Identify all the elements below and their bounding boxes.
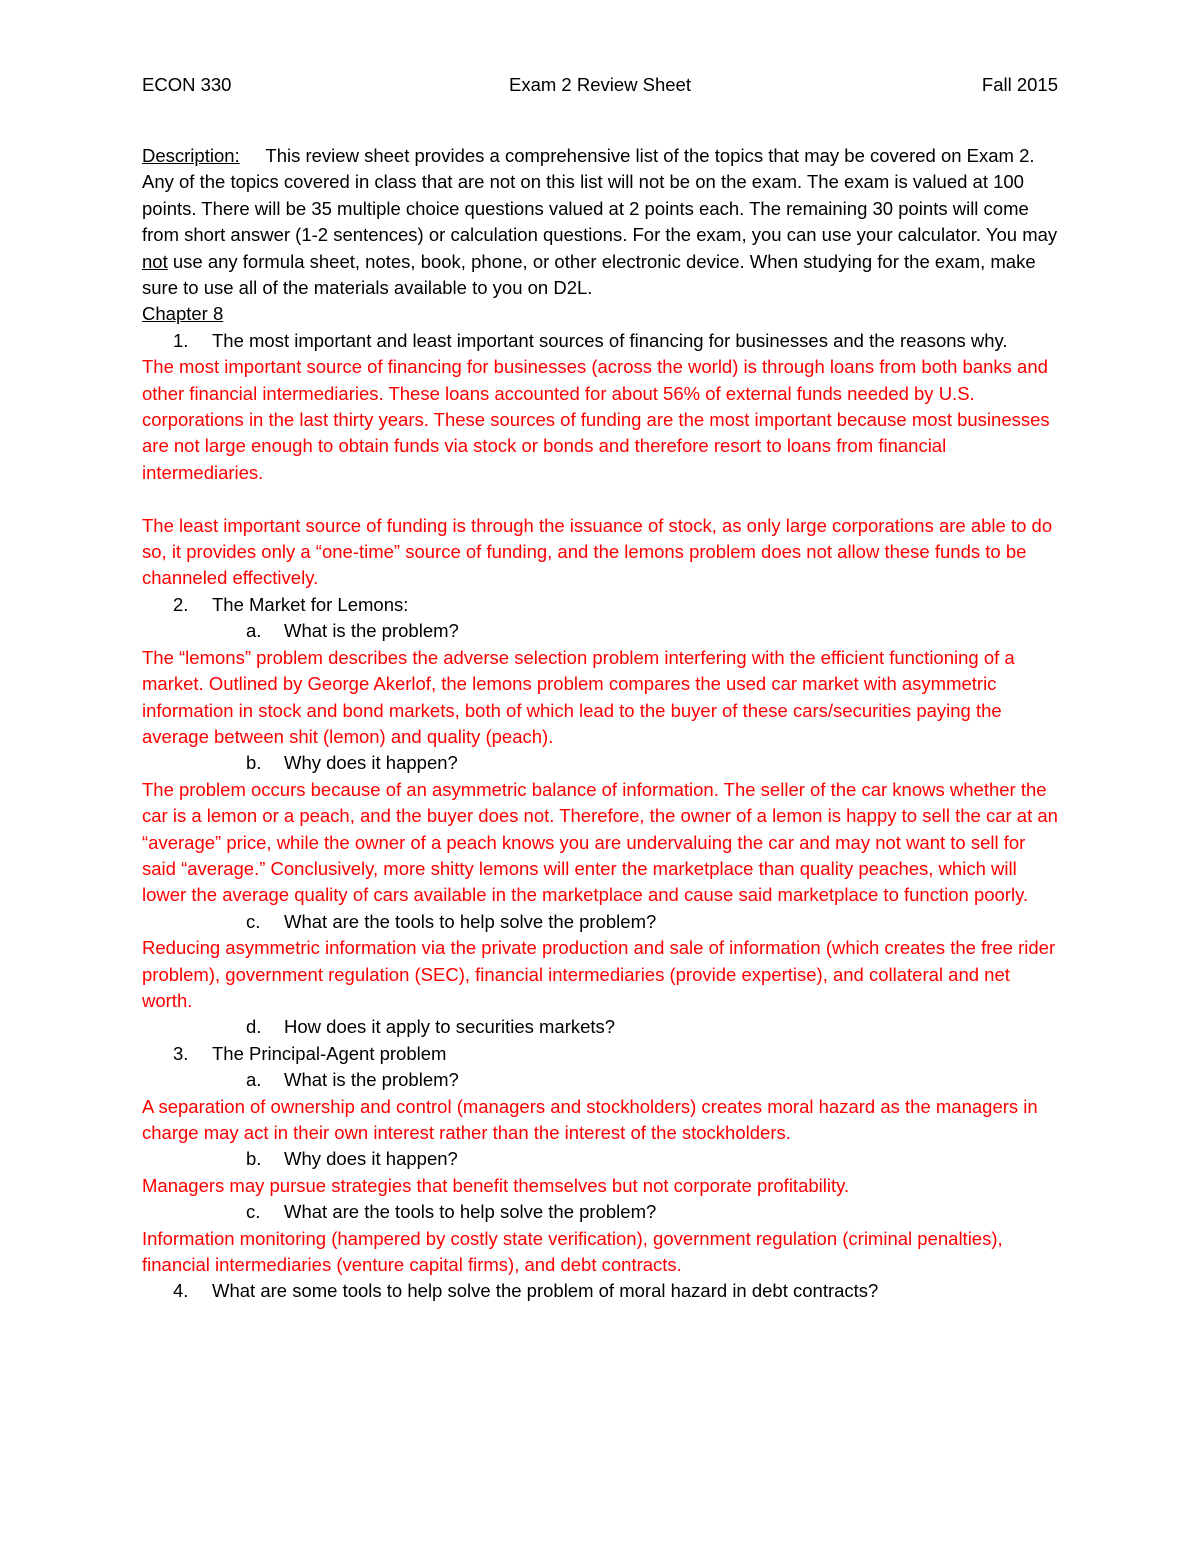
question-2a-letter: a. xyxy=(246,620,262,642)
question-3c-text: What are the tools to help solve the problem? xyxy=(284,1201,657,1223)
question-2c-letter: c. xyxy=(246,910,261,932)
question-3-number: 3. xyxy=(173,1042,189,1064)
question-3 xyxy=(142,1041,1062,1067)
question-2a xyxy=(142,618,1062,644)
paragraph-gap xyxy=(142,486,1062,512)
question-2b xyxy=(142,750,1062,776)
description-text-part2: use any formula sheet, notes, book, phone, or other electronic device. When studying for the exam, make sure to use all of the materials available to you on D2L. xyxy=(142,250,1036,299)
question-3c-letter: c. xyxy=(246,1201,261,1223)
answer-2a: The “lemons” problem describes the adverse selection problem interfering with the efficient functioning of a market. Outlined by George Akerlof, the lemons problem compares the used car market with asymmetric information in stock and bond markets, both of which lead to the buyer of these cars/securities paying the average between shit (lemon) and quality (peach). xyxy=(142,646,1015,747)
question-2d-text: How does it apply to securities markets? xyxy=(284,1016,616,1038)
answer-3b: Managers may pursue strategies that benefit themselves but not corporate profitability. xyxy=(142,1174,850,1196)
question-3a-text: What is the problem? xyxy=(284,1069,459,1091)
answer-3c: Information monitoring (hampered by costly state verification), government regulation (criminal penalties), financial intermediaries (venture capital firms), and debt contracts. xyxy=(142,1227,1003,1276)
document-body xyxy=(142,143,1062,1305)
question-2c-text: What are the tools to help solve the problem? xyxy=(284,910,657,932)
chapter-heading: Chapter 8 xyxy=(142,303,224,325)
question-2a-text: What is the problem? xyxy=(284,620,459,642)
question-2c xyxy=(142,909,1062,935)
answer-1-paragraph-1: The most important source of financing for businesses (across the world) is through loans from both banks and other financial intermediaries. These loans accounted for about 56% of external funds needed by U.S. corporations in the last thirty years. These sources of funding are the most important because most businesses are not large enough to obtain funds via stock or bonds and therefore resort to loans from financial intermediaries. xyxy=(142,356,1050,483)
description-paragraph xyxy=(142,143,1062,301)
answer-3a: A separation of ownership and control (managers and stockholders) creates moral hazard as the managers in charge may act in their own interest rather than the interest of the stockholders. xyxy=(142,1095,1038,1144)
question-3-text: The Principal-Agent problem xyxy=(212,1042,447,1064)
description-not-word: not xyxy=(142,250,168,272)
question-2-number: 2. xyxy=(173,593,189,615)
question-4-number: 4. xyxy=(173,1280,189,1302)
answer-1-paragraph-2: The least important source of funding is through the issuance of stock, as only large corporations are able to do so, it provides only a “one-time” source of funding, and the lemons problem does not allow these funds to be channeled effectively. xyxy=(142,514,1053,589)
question-2d-letter: d. xyxy=(246,1016,262,1038)
question-2b-text: Why does it happen? xyxy=(284,752,458,774)
question-3b-letter: b. xyxy=(246,1148,262,1170)
question-2d xyxy=(142,1014,1062,1040)
page-header xyxy=(142,74,1058,98)
question-1 xyxy=(142,328,1062,354)
question-3b xyxy=(142,1146,1062,1172)
question-3a-letter: a. xyxy=(246,1069,262,1091)
document-title: Exam 2 Review Sheet xyxy=(508,74,691,95)
question-3c xyxy=(142,1199,1062,1225)
question-3b-text: Why does it happen? xyxy=(284,1148,458,1170)
answer-2b: The problem occurs because of an asymmetric balance of information. The seller of the car knows whether the car is a lemon or a peach, and the buyer does not. Therefore, the owner of a lemon is happy to sell the car at an “average” price, while the owner of a peach knows you are undervaluing the car and may not want to sell for said “average.” Conclusively, more shitty lemons will enter the marketplace than quality peaches, which will lower the average quality of cars available in the marketplace and cause said marketplace to function poorly. xyxy=(142,778,1058,906)
description-text-part1: This review sheet provides a comprehensive list of the topics that may be covered on Exam 2. Any of the topics covered in class that are not on this list will not be on the exam. The exam is valued at 100 points. There will be 35 multiple choice questions valued at 2 points each. The remaining 30 points will come from short answer (1-2 sentences) or calculation questions. For the exam, you can use your calculator. You may xyxy=(142,145,1058,246)
question-4 xyxy=(142,1278,1062,1304)
answer-2c: Reducing asymmetric information via the private production and sale of information (which creates the free rider problem), government regulation (SEC), financial intermediaries (provide expertise), and collateral and net worth. xyxy=(142,937,1056,1011)
description-label: Description: xyxy=(142,145,240,166)
question-4-text: What are some tools to help solve the problem of moral hazard in debt contracts? xyxy=(212,1280,879,1302)
question-2 xyxy=(142,592,1062,618)
course-code: ECON 330 xyxy=(142,74,232,95)
term-label: Fall 2015 xyxy=(981,74,1058,95)
question-2b-letter: b. xyxy=(246,752,262,774)
question-3a xyxy=(142,1067,1062,1093)
question-2-text: The Market for Lemons: xyxy=(212,593,409,615)
question-1-number: 1. xyxy=(173,329,189,351)
question-1-text: The most important and least important sources of financing for businesses and the reasons why. xyxy=(212,329,1008,351)
